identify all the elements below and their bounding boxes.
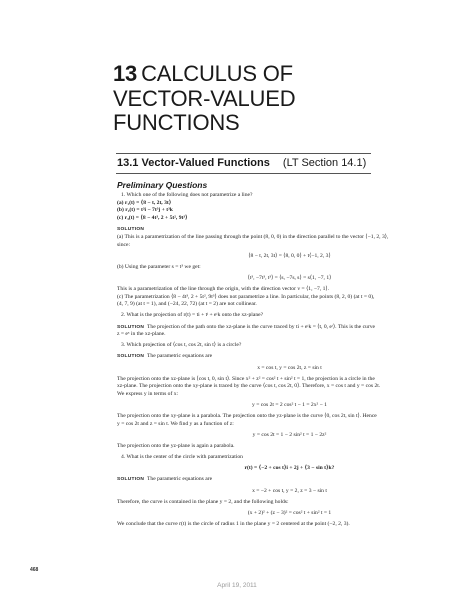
chapter-title <box>113 62 413 136</box>
chapter-number: 13 <box>113 61 138 86</box>
solution-4-c: We conclude that the curve r(t) is the circle of radius 1 in the plane y = 2 centered at the point (−2, 2, 3). <box>117 520 350 527</box>
solution-label: SOLUTION <box>117 477 145 483</box>
solution-3-d: We express y in terms of x: <box>117 391 179 398</box>
equation-4: y = cos 2t = 2 cos² t − 1 = 2x² − 1 <box>252 402 327 409</box>
equation-8: (x + 2)² + (z − 3)² = cos² t + sin² t = 1 <box>247 509 332 516</box>
equation-6: r(t) = ⟨−2 + cos t⟩i + 2j + ⟨3 − sin t⟩k? <box>244 465 335 472</box>
solution-4-b: Therefore, the curve is contained in the plane y = 2, and the following holds: <box>117 498 289 505</box>
section-number: 13.1 <box>117 157 139 169</box>
section-title: Vector-Valued Functions <box>141 157 270 169</box>
equation-1: ⟨8 − t, 2t, 3t⟩ = ⟨8, 0, 0⟩ + t⟨−1, 2, 3⟩ <box>248 252 331 259</box>
solution-3-c: xz-plane. The projection onto the xy-plane is traced by the curve ⟨cos t, cos 2t, 0⟩. Therefore, x = cos t and y = cos 2t. <box>117 383 381 390</box>
solution-1a-cont: since: <box>117 241 131 248</box>
chapter-title-line-3: FUNCTIONS <box>113 110 240 135</box>
section-rule-bottom <box>116 173 371 174</box>
section-rule-top <box>116 153 371 154</box>
solution-1b-cont: This is a parametrization of the line through the origin, with the direction vector v = ⟨1, −7, 1⟩. <box>117 285 329 292</box>
solution-1c-cont: (4, 7, 9) (at t = 1), and (−24, 22, 72) (at t = 2) are not collinear. <box>117 301 257 308</box>
preliminary-questions-heading: Preliminary Questions <box>117 180 208 190</box>
solution-2-cont: z = eˣ in the xz-plane. <box>117 331 166 338</box>
solution-1a: (a) This is a parametrization of the line passing through the point (8, 0, 0) in the direction parallel to the vector ⟨−1, 2, 3⟩, <box>117 233 389 240</box>
section-ref: (LT Section 14.1) <box>282 157 367 169</box>
solution-3-f: y = cos 2t and z = sin t. We find y as a function of z: <box>117 420 234 427</box>
equation-3: x = cos t, y = cos 2t, z = sin t <box>257 364 322 371</box>
footer-date: April 19, 2011 <box>217 582 257 589</box>
chapter-title-line-2: VECTOR-VALUED <box>113 85 296 111</box>
equation-7: x = −2 + cos t, y = 2, z = 3 − sin t <box>252 487 327 494</box>
solution-3-e: The projection onto the xy-plane is a parabola. The projection onto the yz-plane is the curve ⟨0, cos 2t, sin t⟩. Hence <box>117 413 377 420</box>
solution-1c: (c) The parametrization ⟨8 − 4t³, 2 + 5t², 9t³⟩ does not parametrize a line. In particular, the points (8, 2, 0) (at t = 0), <box>117 293 375 300</box>
q1-option-c: (c) r₃(t) = ⟨8 − 4t³, 2 + 5t², 9t³⟩ <box>117 215 188 222</box>
q1-option-b: (b) r₂(t) = t³i − 7t³j + t³k <box>117 207 173 214</box>
equation-5: y = cos 2t = 1 − 2 sin² t = 1 − 2z² <box>252 432 327 439</box>
solution-3-g: The projection onto the yz-plane is again a parabola. <box>117 443 235 450</box>
solution-2: The projection of the path onto the xz-plane is the curve traced by ti + eᵗk = ⟨t, 0, eᵗ⟩. This is the curve <box>146 323 375 330</box>
question-1: 1. Which one of the following does not parametrize a line? <box>121 192 253 198</box>
solution-label: SOLUTION <box>117 324 145 330</box>
page-number: 468 <box>30 567 39 573</box>
equation-2: ⟨t³, −7t³, t³⟩ = ⟨s, −7s, s⟩ = s⟨1, −7, 1⟩ <box>247 274 332 281</box>
solution-4: The parametric equations are <box>146 476 213 483</box>
question-2: 2. What is the projection of r(t) = ti + tʲ + eᵗk onto the xz-plane? <box>121 312 264 319</box>
q1-option-a: (a) r₁(t) = ⟨8 − t, 2t, 3t⟩ <box>117 199 172 206</box>
chapter-title-line-1: CALCULUS OF <box>141 61 293 86</box>
solution-1b: (b) Using the parameter s = t³ we get: <box>117 263 201 270</box>
solution-label: SOLUTION <box>117 354 145 360</box>
solution-3: The parametric equations are <box>146 353 213 360</box>
solution-3-b: The projection onto the xz-plane is ⟨cos t, 0, sin t⟩. Since x² + z² = cos² t + sin² t = 1, the projection is a circle in the <box>117 375 375 382</box>
question-4: 4. What is the center of the circle with parametrization <box>121 454 243 461</box>
section-heading <box>117 157 417 169</box>
question-3: 3. Which projection of ⟨cos t, cos 2t, sin t⟩ is a circle? <box>121 342 242 349</box>
document-body <box>117 192 462 529</box>
solution-label: SOLUTION <box>117 227 145 233</box>
